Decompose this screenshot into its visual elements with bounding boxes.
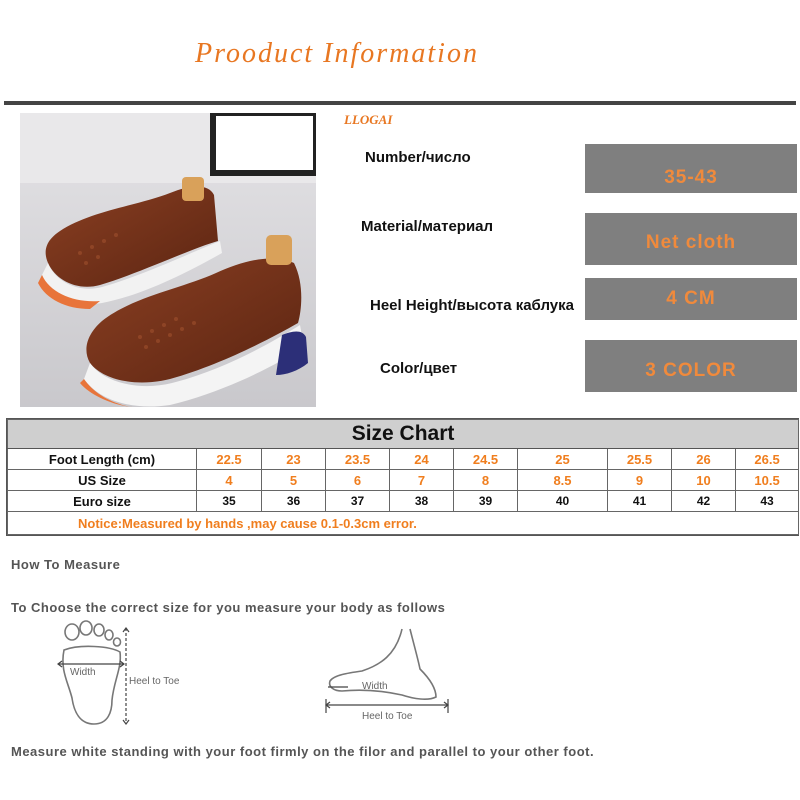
foot-top-diagram xyxy=(50,620,210,730)
table-row xyxy=(8,449,799,470)
table-cell: 36 xyxy=(262,491,326,512)
table-row xyxy=(8,470,799,491)
table-cell: 23.5 xyxy=(326,449,390,470)
table-cell: 35 xyxy=(197,491,262,512)
foot-side-diagram xyxy=(318,625,458,725)
table-cell: 39 xyxy=(454,491,518,512)
page-title: Prooduct Information xyxy=(195,38,479,69)
table-cell: 6 xyxy=(326,470,390,491)
width-label: Width xyxy=(70,667,96,678)
table-cell: 5 xyxy=(262,470,326,491)
spec-label-material: Material/материал xyxy=(361,218,494,235)
spec-value-heel-height: 4 CM xyxy=(585,278,797,320)
table-cell: 8.5 xyxy=(518,470,608,491)
table-cell: 42 xyxy=(672,491,736,512)
table-cell: 10.5 xyxy=(736,470,799,491)
table-cell: 38 xyxy=(390,491,454,512)
spec-label-color: Color/цвет xyxy=(380,360,458,377)
table-cell: 10 xyxy=(672,470,736,491)
row-label-euro-size: Euro size xyxy=(8,491,197,512)
measure-subtitle: To Choose the correct size for you measure your body as follows xyxy=(11,600,446,615)
heel-to-toe-label: Heel to Toe xyxy=(129,676,180,687)
side-heel-to-toe-label: Heel to Toe xyxy=(362,711,413,722)
table-cell: 24 xyxy=(390,449,454,470)
table-cell: 26.5 xyxy=(736,449,799,470)
size-chart xyxy=(6,418,799,536)
table-cell: 25.5 xyxy=(608,449,672,470)
size-chart-notice: Notice:Measured by hands ,may cause 0.1-0.3cm error. xyxy=(8,512,799,535)
spec-value-material: Net cloth xyxy=(585,213,797,265)
side-width-label: Width xyxy=(362,681,388,692)
size-chart-title: Size Chart xyxy=(8,420,799,449)
table-cell: 37 xyxy=(326,491,390,512)
table-cell: 9 xyxy=(608,470,672,491)
table-cell: 23 xyxy=(262,449,326,470)
measure-instructions: Measure white standing with your foot firmly on the filor and parallel to your other foot. xyxy=(11,744,595,759)
brand-logo: LLOGAI xyxy=(344,112,393,127)
table-row xyxy=(8,491,799,512)
table-cell: 22.5 xyxy=(197,449,262,470)
product-photo xyxy=(20,113,316,407)
spec-value-color: 3 COLOR xyxy=(585,340,797,392)
table-cell: 43 xyxy=(736,491,799,512)
title-divider xyxy=(4,101,796,105)
row-label-us-size: US Size xyxy=(8,470,197,491)
table-cell: 41 xyxy=(608,491,672,512)
row-label-foot-length: Foot Length (cm) xyxy=(8,449,197,470)
table-cell: 40 xyxy=(518,491,608,512)
table-cell: 26 xyxy=(672,449,736,470)
table-cell: 7 xyxy=(390,470,454,491)
table-cell: 8 xyxy=(454,470,518,491)
spec-label-heel-height: Heel Height/высота каблука xyxy=(370,297,574,314)
table-cell: 24.5 xyxy=(454,449,518,470)
measure-title: How To Measure xyxy=(11,557,121,572)
spec-value-number: 35-43 xyxy=(585,144,797,193)
table-cell: 4 xyxy=(197,470,262,491)
spec-label-number: Number/число xyxy=(365,149,471,166)
table-cell: 25 xyxy=(518,449,608,470)
